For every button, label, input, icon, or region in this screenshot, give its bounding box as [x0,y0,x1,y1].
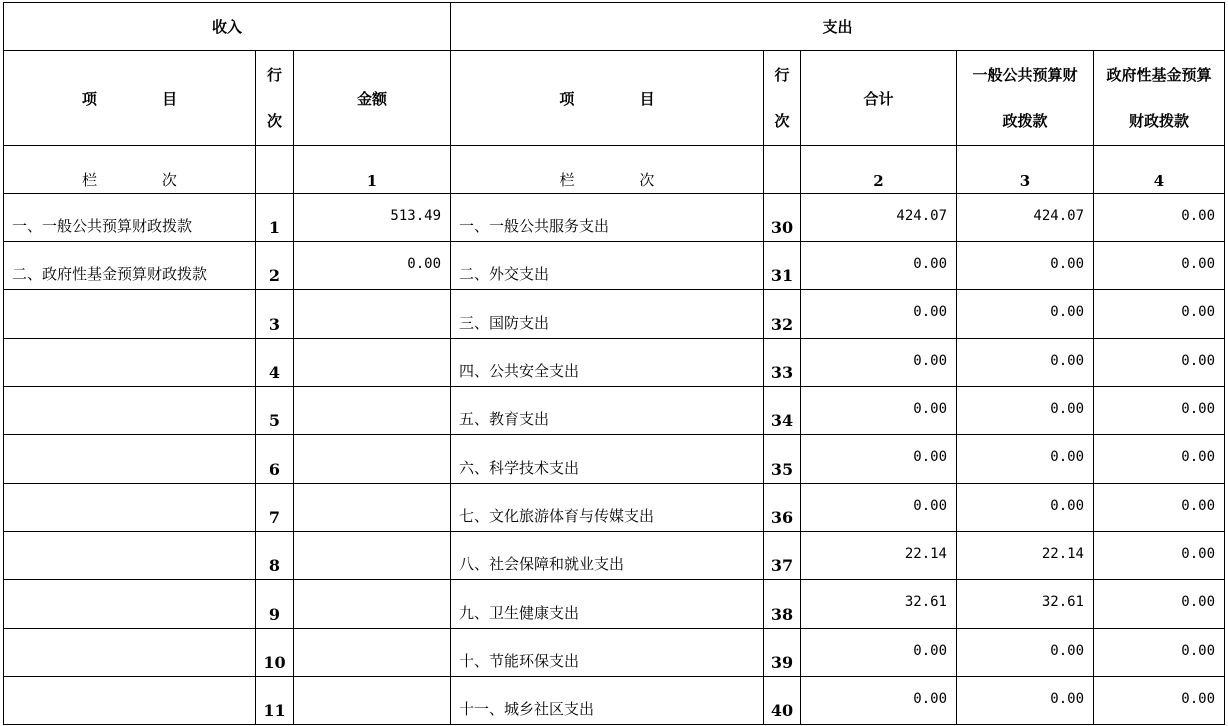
income-item [4,387,256,435]
expense-fund-budget: 0.00 [1094,242,1225,290]
income-item [4,435,256,484]
expense-fund-budget: 0.00 [1094,629,1225,677]
expense-fund-budget: 0.00 [1094,194,1225,242]
data-rows [4,194,1225,725]
index-general: 3 [957,146,1094,194]
income-amount [294,580,451,629]
index-fund: 4 [1094,146,1225,194]
expense-row-no: 36 [764,484,801,532]
table-row [4,532,1225,580]
expense-total: 0.00 [801,435,957,484]
income-item [4,339,256,387]
income-item-header: 项 目 [4,51,256,146]
expense-fund-budget: 0.00 [1094,677,1225,725]
expense-general-budget: 0.00 [957,629,1094,677]
table-row [4,387,1225,435]
expense-item: 十一、城乡社区支出 [451,677,764,725]
income-row-no: 5 [256,387,294,435]
income-row-no: 4 [256,339,294,387]
expense-total: 0.00 [801,290,957,339]
table-row [4,677,1225,725]
expense-row-no: 31 [764,242,801,290]
expense-item: 六、科学技术支出 [451,435,764,484]
income-item [4,532,256,580]
column-header-row [4,51,1225,146]
expense-total: 0.00 [801,387,957,435]
expense-general-budget: 0.00 [957,242,1094,290]
income-row-no: 11 [256,677,294,725]
expense-row-no: 38 [764,580,801,629]
table-row [4,435,1225,484]
expense-fund-budget: 0.00 [1094,580,1225,629]
expense-total-header: 合计 [801,51,957,146]
expense-row-no: 30 [764,194,801,242]
expense-row-no-header: 行次 [764,51,801,146]
expense-fund-budget: 0.00 [1094,339,1225,387]
income-index-empty [256,146,294,194]
income-index-label: 栏 次 [4,146,256,194]
table-row [4,339,1225,387]
expense-total: 0.00 [801,242,957,290]
income-amount [294,290,451,339]
table-row [4,484,1225,532]
income-amount [294,387,451,435]
expense-item: 四、公共安全支出 [451,339,764,387]
expense-general-budget: 0.00 [957,484,1094,532]
expense-index-label: 栏 次 [451,146,764,194]
expense-row-no: 35 [764,435,801,484]
expense-fund-budget: 0.00 [1094,387,1225,435]
income-row-no-header: 行次 [256,51,294,146]
expense-general-budget: 22.14 [957,532,1094,580]
income-row-no: 8 [256,532,294,580]
expense-item-header: 项 目 [451,51,764,146]
expense-item: 五、教育支出 [451,387,764,435]
income-amount [294,532,451,580]
income-amount [294,339,451,387]
index-row [4,146,1225,194]
general-budget-header: 一般公共预算财政拨款 [957,51,1094,146]
table-row [4,629,1225,677]
income-amount-header: 金额 [294,51,451,146]
table-row [4,242,1225,290]
expense-row-no: 33 [764,339,801,387]
income-amount [294,677,451,725]
expense-total: 22.14 [801,532,957,580]
expense-total: 0.00 [801,629,957,677]
income-row-no: 9 [256,580,294,629]
table-row [4,194,1225,242]
expense-general-budget: 32.61 [957,580,1094,629]
fund-budget-header: 政府性基金预算财政拨款 [1094,51,1225,146]
expense-general-budget: 0.00 [957,677,1094,725]
income-amount [294,629,451,677]
expense-row-no: 34 [764,387,801,435]
expense-fund-budget: 0.00 [1094,290,1225,339]
expense-total: 424.07 [801,194,957,242]
expense-general-budget: 0.00 [957,387,1094,435]
income-item [4,484,256,532]
expense-row-no: 37 [764,532,801,580]
income-row-no: 10 [256,629,294,677]
income-row-no: 6 [256,435,294,484]
expense-item: 三、国防支出 [451,290,764,339]
income-amount: 513.49 [294,194,451,242]
index-total: 2 [801,146,957,194]
income-item [4,677,256,725]
expense-general-budget: 0.00 [957,339,1094,387]
income-row-no: 7 [256,484,294,532]
expense-item: 九、卫生健康支出 [451,580,764,629]
income-amount: 0.00 [294,242,451,290]
income-row-no: 2 [256,242,294,290]
income-row-no: 1 [256,194,294,242]
expense-index-empty [764,146,801,194]
expense-row-no: 32 [764,290,801,339]
income-amount [294,484,451,532]
income-item [4,290,256,339]
expense-item: 二、外交支出 [451,242,764,290]
income-item: 一、一般公共预算财政拨款 [4,194,256,242]
income-expense-table [3,2,1225,725]
income-item [4,580,256,629]
expense-total: 32.61 [801,580,957,629]
income-row-no: 3 [256,290,294,339]
income-item: 二、政府性基金预算财政拨款 [4,242,256,290]
expense-general-budget: 0.00 [957,290,1094,339]
expense-total: 0.00 [801,339,957,387]
index-amount: 1 [294,146,451,194]
table-row [4,290,1225,339]
expense-item: 七、文化旅游体育与传媒支出 [451,484,764,532]
expense-row-no: 39 [764,629,801,677]
expense-general-budget: 0.00 [957,435,1094,484]
expense-item: 十、节能环保支出 [451,629,764,677]
income-amount [294,435,451,484]
expense-general-budget: 424.07 [957,194,1094,242]
expense-item: 一、一般公共服务支出 [451,194,764,242]
expense-section-header: 支出 [451,3,1225,51]
expense-total: 0.00 [801,484,957,532]
expense-fund-budget: 0.00 [1094,532,1225,580]
income-section-header: 收入 [4,3,451,51]
section-header-row [4,3,1225,51]
expense-item: 八、社会保障和就业支出 [451,532,764,580]
table-row [4,580,1225,629]
expense-fund-budget: 0.00 [1094,435,1225,484]
income-item [4,629,256,677]
expense-fund-budget: 0.00 [1094,484,1225,532]
expense-total: 0.00 [801,677,957,725]
expense-row-no: 40 [764,677,801,725]
